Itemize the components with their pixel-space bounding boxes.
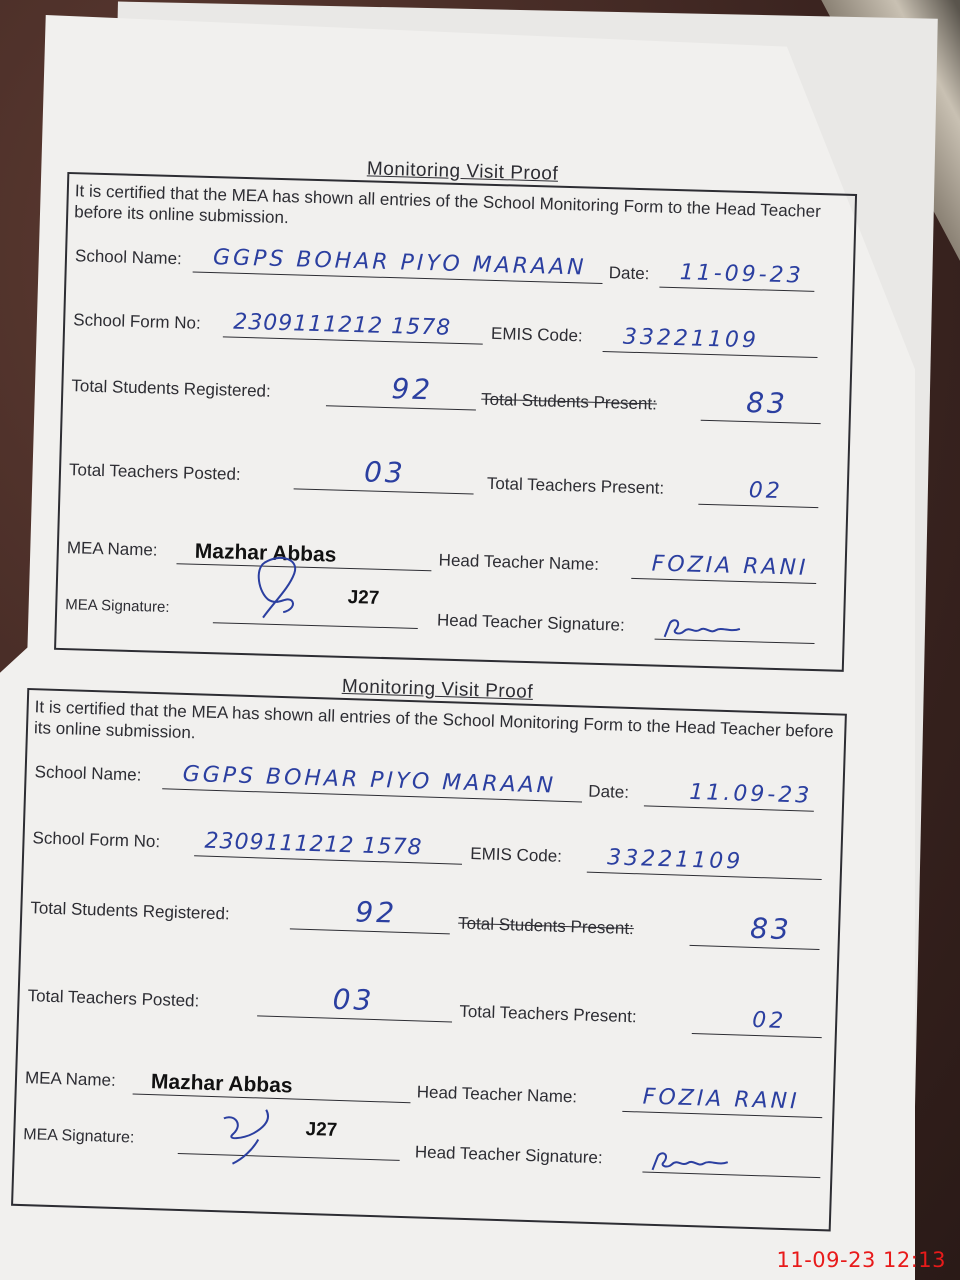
mea-name-label: MEA Name:	[66, 538, 158, 560]
camera-timestamp: 11-09-23 12:13	[776, 1248, 946, 1272]
head-teacher-signature-field	[642, 1146, 821, 1179]
head-teacher-signature-label: Head Teacher Signature:	[414, 1142, 603, 1168]
head-teacher-signature-label: Head Teacher Signature:	[436, 610, 625, 635]
teachers-present-value: 02	[751, 1007, 787, 1034]
form-no-field	[194, 829, 463, 864]
mea-code: J27	[347, 586, 380, 609]
signatures-row	[65, 592, 836, 643]
form-box	[54, 172, 857, 672]
teachers-row	[27, 982, 828, 1037]
head-teacher-name-label: Head Teacher Name:	[416, 1082, 578, 1107]
head-teacher-name-field	[631, 552, 817, 584]
form-title: Monitoring Visit Proof	[366, 158, 559, 185]
school-name-label: School Name:	[74, 246, 183, 269]
students-registered-field	[290, 895, 451, 934]
date-field	[659, 261, 815, 292]
date-field	[644, 779, 815, 811]
names-row	[66, 534, 837, 585]
school-name-value: GGPS BOHAR PIYO MARAAN	[182, 761, 557, 799]
school-name-row	[34, 758, 835, 813]
form-box	[11, 688, 847, 1232]
monitoring-form-1	[54, 150, 858, 672]
mea-signature-field	[178, 1127, 401, 1161]
teachers-posted-label: Total Teachers Posted:	[27, 986, 200, 1011]
head-teacher-signature-mark	[647, 1148, 738, 1181]
school-name-field	[193, 246, 604, 284]
emis-label: EMIS Code:	[490, 323, 583, 346]
head-teacher-signature-mark	[659, 615, 750, 648]
emis-label: EMIS Code:	[470, 843, 563, 866]
students-present-label: Total Students Present:	[457, 913, 635, 939]
monitoring-form-2	[11, 666, 848, 1231]
form-no-value: 2309111212 1578	[232, 309, 452, 341]
students-row	[30, 894, 831, 949]
teachers-posted-field	[294, 455, 475, 494]
signatures-row	[23, 1122, 824, 1177]
form-no-label: School Form No:	[32, 828, 161, 852]
date-value: 11.09-23	[688, 779, 813, 809]
form-no-row	[32, 824, 833, 879]
teachers-present-field	[692, 1007, 823, 1038]
students-present-label: Total Students Present:	[480, 389, 658, 414]
emis-value: 33221109	[622, 324, 760, 354]
students-registered-value: 92	[354, 895, 398, 930]
form-title: Monitoring Visit Proof	[341, 675, 534, 703]
students-present-value: 83	[749, 911, 793, 947]
teachers-posted-value: 03	[332, 982, 375, 1018]
names-row	[25, 1064, 826, 1119]
students-present-value: 83	[745, 386, 789, 421]
mea-signature-label: MEA Signature:	[23, 1126, 135, 1147]
mea-name-value: Mazhar Abbas	[194, 539, 337, 567]
teachers-posted-label: Total Teachers Posted:	[68, 460, 241, 484]
school-name-label: School Name:	[34, 762, 142, 785]
form-no-row	[73, 306, 844, 357]
mea-signature-field	[213, 596, 419, 629]
emis-field	[603, 325, 819, 358]
mea-signature-mark	[202, 1088, 294, 1171]
date-value: 11-09-23	[679, 260, 804, 289]
certification-text: It is certified that the MEA has shown all entries of the School Monitoring Form to the Head Teacher before its online submission.	[74, 181, 822, 228]
teachers-posted-value: 03	[363, 455, 407, 490]
date-label: Date:	[608, 263, 650, 284]
mea-code: J27	[305, 1118, 338, 1141]
form-no-label: School Form No:	[72, 310, 202, 333]
form-no-value: 2309111212 1578	[204, 828, 423, 861]
teachers-posted-field	[257, 982, 453, 1022]
mea-name-label: MEA Name:	[24, 1068, 117, 1090]
students-registered-value: 92	[391, 372, 434, 407]
students-registered-label: Total Students Registered:	[30, 898, 231, 924]
head-teacher-name-field	[622, 1085, 823, 1118]
emis-field	[587, 846, 823, 880]
school-name-value: GGPS BOHAR PIYO MARAAN	[212, 245, 587, 281]
students-present-field	[701, 386, 822, 424]
teachers-present-label: Total Teachers Present:	[459, 1001, 637, 1027]
teachers-present-field	[698, 478, 819, 508]
mea-signature-label: MEA Signature:	[65, 596, 170, 617]
emis-value: 33221109	[606, 845, 744, 875]
head-teacher-name-value: FOZIA RANI	[651, 551, 809, 581]
teachers-present-label: Total Teachers Present:	[486, 473, 665, 498]
school-name-row	[75, 242, 846, 293]
school-name-field	[162, 762, 583, 802]
certification-text: It is certified that the MEA has shown all entries of the School Monitoring Form to the Head Teacher before its online submission.	[33, 697, 834, 743]
mea-signature-mark	[233, 547, 325, 629]
date-label: Date:	[588, 781, 630, 802]
head-teacher-name-label: Head Teacher Name:	[438, 550, 600, 574]
students-row	[71, 372, 842, 423]
students-present-field	[690, 911, 821, 950]
head-teacher-signature-field	[655, 613, 816, 644]
students-registered-field	[326, 372, 477, 410]
form-no-field	[223, 310, 484, 344]
teachers-row	[69, 456, 840, 507]
students-registered-label: Total Students Registered:	[71, 376, 272, 401]
teachers-present-value: 02	[748, 478, 784, 505]
head-teacher-name-value: FOZIA RANI	[642, 1084, 800, 1115]
mea-name-value: Mazhar Abbas	[150, 1070, 293, 1098]
